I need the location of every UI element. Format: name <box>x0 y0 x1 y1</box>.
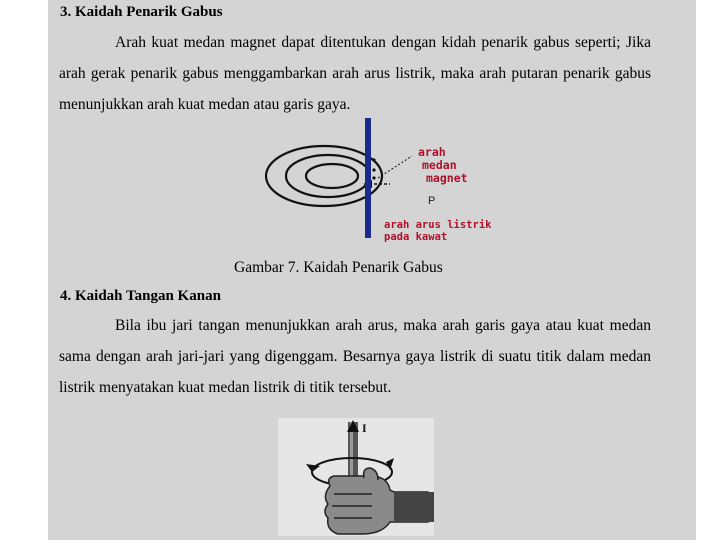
label-current-line-2: pada kawat <box>384 231 448 243</box>
section-3-paragraph: Arah kuat medan magnet dapat ditentukan dengan kidah penarik gabus seperti; Jika arah gerak penarik gabus menggambarkan arah arus listrik, maka arah putaran penarik gabus menunjukkan arah kuat medan atau garis gaya. <box>59 34 651 113</box>
figure-7-caption: Gambar 7. Kaidah Penarik Gabus <box>234 259 443 276</box>
document-page <box>48 0 696 540</box>
right-hand-rule-figure <box>278 418 434 536</box>
label-leader-line <box>378 156 412 178</box>
section-4-heading: 4. Kaidah Tangan Kanan <box>60 288 221 304</box>
wire-dot <box>372 176 375 179</box>
sleeve <box>394 492 434 522</box>
left-margin <box>0 0 48 540</box>
label-field-line-2: medan <box>422 158 457 172</box>
corkscrew-rule-figure <box>262 118 492 246</box>
right-margin <box>696 0 720 540</box>
label-point-p: P <box>428 195 436 207</box>
label-current-i: I <box>362 421 367 435</box>
label-field-line-1: arah <box>418 145 446 159</box>
label-current-line-1: arah arus listrik <box>384 219 492 231</box>
wire-dot <box>372 168 375 171</box>
wire-dot <box>372 158 375 161</box>
current-wire <box>365 118 371 238</box>
section-4-paragraph: Bila ibu jari tangan menunjukkan arah arus, maka arah garis gaya atau kuat medan sama dengan arah jari-jari yang digenggam. Besarnya gaya listrik di suatu titik dalam medan listrik menyatakan kuat medan listrik di titik tersebut. <box>59 317 651 396</box>
section-3-heading: 3. Kaidah Penarik Gabus <box>60 4 223 20</box>
field-line-inner <box>306 164 358 188</box>
label-field-line-3: magnet <box>426 171 468 185</box>
